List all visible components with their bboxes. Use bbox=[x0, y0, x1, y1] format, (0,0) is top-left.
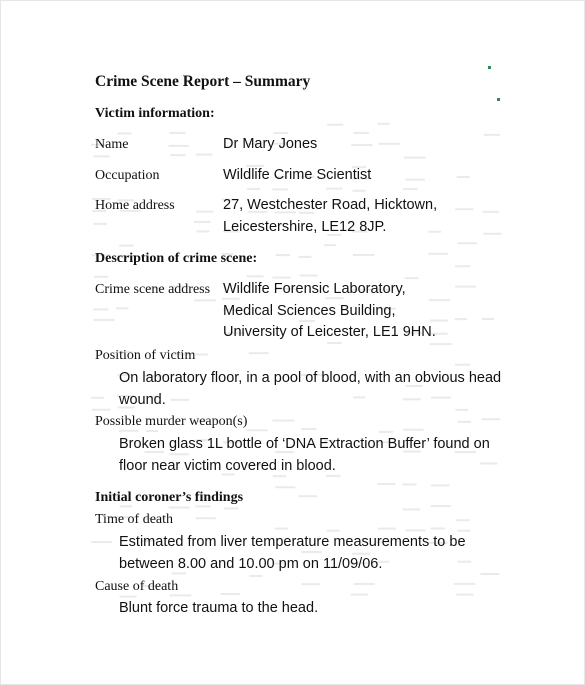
scene-address-value bbox=[223, 279, 436, 344]
gel-band bbox=[91, 397, 104, 399]
gel-band bbox=[276, 254, 290, 256]
gel-band bbox=[431, 527, 445, 529]
gel-band bbox=[454, 583, 475, 585]
time-of-death-line: between 8.00 and 10.00 pm on 11/09/06. bbox=[119, 556, 383, 572]
corner-mark-icon bbox=[488, 66, 491, 69]
gel-band bbox=[458, 421, 472, 423]
gel-band bbox=[379, 143, 401, 145]
occupation-label: Occupation bbox=[95, 168, 160, 183]
gel-band bbox=[196, 230, 209, 232]
gel-band bbox=[196, 154, 213, 156]
home-address-line: Leicestershire, LE12 8JP. bbox=[223, 218, 387, 235]
gel-band bbox=[170, 154, 185, 156]
gel-band bbox=[378, 528, 396, 530]
gel-band bbox=[456, 519, 470, 521]
gel-band bbox=[116, 307, 128, 309]
coroner-section-heading: Initial coroner’s findings bbox=[95, 490, 244, 505]
gel-band bbox=[403, 429, 423, 431]
gel-band bbox=[351, 594, 368, 596]
gel-band bbox=[247, 429, 267, 431]
gel-band bbox=[247, 275, 264, 277]
gel-band bbox=[94, 319, 115, 321]
gel-band bbox=[455, 364, 470, 366]
scene-section-heading: Description of crime scene: bbox=[95, 251, 258, 266]
gel-band bbox=[455, 318, 467, 320]
gel-band bbox=[457, 242, 477, 244]
occupation-value: Wildlife Crime Scientist bbox=[223, 167, 372, 183]
gel-band bbox=[403, 508, 420, 510]
gel-band bbox=[94, 276, 108, 278]
gel-band bbox=[428, 253, 448, 255]
gel-band bbox=[94, 223, 107, 225]
gel-band bbox=[275, 528, 288, 530]
gel-band bbox=[247, 188, 260, 190]
gel-band bbox=[351, 144, 372, 146]
gel-band bbox=[169, 507, 190, 509]
gel-band bbox=[119, 430, 138, 432]
home-address-line: 27, Westchester Road, Hicktown, bbox=[223, 197, 438, 213]
gel-band bbox=[353, 190, 366, 192]
gel-band bbox=[195, 353, 208, 355]
victim-position-label: Position of victim bbox=[95, 348, 196, 363]
gel-band bbox=[455, 265, 470, 267]
gel-band bbox=[299, 256, 312, 258]
murder-weapon-label: Possible murder weapon(s) bbox=[95, 414, 248, 429]
time-of-death-text bbox=[119, 531, 466, 575]
gel-band bbox=[119, 245, 134, 247]
victim-position-line: wound. bbox=[119, 392, 166, 408]
gel-band bbox=[301, 583, 320, 585]
gel-band bbox=[92, 409, 110, 411]
gel-band bbox=[194, 299, 216, 301]
name-label: Name bbox=[95, 137, 129, 152]
gel-band bbox=[482, 318, 494, 320]
gel-band bbox=[194, 221, 211, 223]
gel-band bbox=[272, 420, 294, 422]
gel-band bbox=[405, 179, 425, 181]
murder-weapon-line: floor near victim covered in blood. bbox=[119, 458, 336, 474]
cause-of-death-label: Cause of death bbox=[95, 579, 179, 594]
gel-band bbox=[117, 132, 131, 134]
time-of-death-line: Estimated from liver temperature measurements to be bbox=[119, 534, 466, 550]
scene-address-line: University of Leicester, LE1 9HN. bbox=[223, 324, 436, 340]
gel-band bbox=[455, 286, 476, 288]
gel-band bbox=[404, 157, 426, 159]
gel-band bbox=[403, 188, 418, 190]
murder-weapon-line: Broken glass 1L bottle of ‘DNA Extraction Buffer’ found on bbox=[119, 436, 490, 452]
home-address-label: Home address bbox=[95, 198, 175, 213]
gel-band bbox=[431, 505, 451, 507]
gel-band bbox=[196, 211, 213, 213]
gel-band bbox=[456, 594, 473, 596]
gel-band bbox=[272, 188, 287, 190]
gel-band bbox=[324, 244, 336, 246]
gel-band bbox=[169, 145, 190, 147]
gel-band bbox=[224, 507, 238, 509]
name-value: Dr Mary Jones bbox=[223, 136, 318, 152]
victim-position-text bbox=[119, 367, 501, 411]
scene-address-label: Crime scene address bbox=[95, 282, 211, 297]
gel-band bbox=[353, 254, 375, 256]
gel-band bbox=[300, 274, 318, 276]
victim-section-heading: Victim information: bbox=[95, 106, 215, 121]
gel-band bbox=[484, 134, 500, 136]
gel-band bbox=[299, 495, 317, 497]
gel-band bbox=[457, 176, 470, 178]
gel-band bbox=[94, 155, 110, 157]
gel-band bbox=[170, 132, 186, 134]
gel-band bbox=[326, 188, 343, 190]
scene-address-line: Medical Sciences Building, bbox=[223, 302, 396, 319]
victim-position-line: On laboratory floor, in a pool of blood, with an obvious head bbox=[119, 370, 502, 386]
gel-band bbox=[480, 573, 499, 575]
gel-band bbox=[354, 583, 375, 585]
home-address-value bbox=[223, 195, 437, 238]
gel-band bbox=[482, 418, 501, 420]
cause-of-death-text bbox=[119, 597, 318, 619]
gel-band bbox=[483, 211, 499, 213]
gel-band bbox=[353, 132, 369, 134]
corner-mark-icon bbox=[497, 98, 500, 101]
gel-band bbox=[403, 483, 417, 485]
time-of-death-label: Time of death bbox=[95, 512, 174, 527]
cause-of-death-line: Blunt force trauma to the head. bbox=[119, 600, 319, 616]
scene-address-line: Wildlife Forensic Laboratory, bbox=[223, 281, 406, 297]
gel-band bbox=[146, 430, 158, 432]
gel-band bbox=[377, 123, 389, 125]
gel-band bbox=[196, 517, 216, 519]
gel-band bbox=[249, 352, 269, 354]
gel-band bbox=[249, 575, 262, 577]
gel-band bbox=[275, 486, 295, 488]
report-title: Crime Scene Report – Summary bbox=[95, 73, 311, 90]
gel-band bbox=[221, 593, 240, 595]
gel-band bbox=[91, 541, 112, 543]
gel-band bbox=[93, 308, 109, 310]
gel-band bbox=[483, 233, 501, 235]
gel-band bbox=[455, 208, 473, 210]
gel-band bbox=[301, 428, 316, 430]
murder-weapon-text bbox=[119, 433, 490, 477]
gel-band bbox=[431, 484, 449, 486]
gel-band bbox=[378, 483, 396, 485]
gel-band bbox=[327, 124, 343, 126]
